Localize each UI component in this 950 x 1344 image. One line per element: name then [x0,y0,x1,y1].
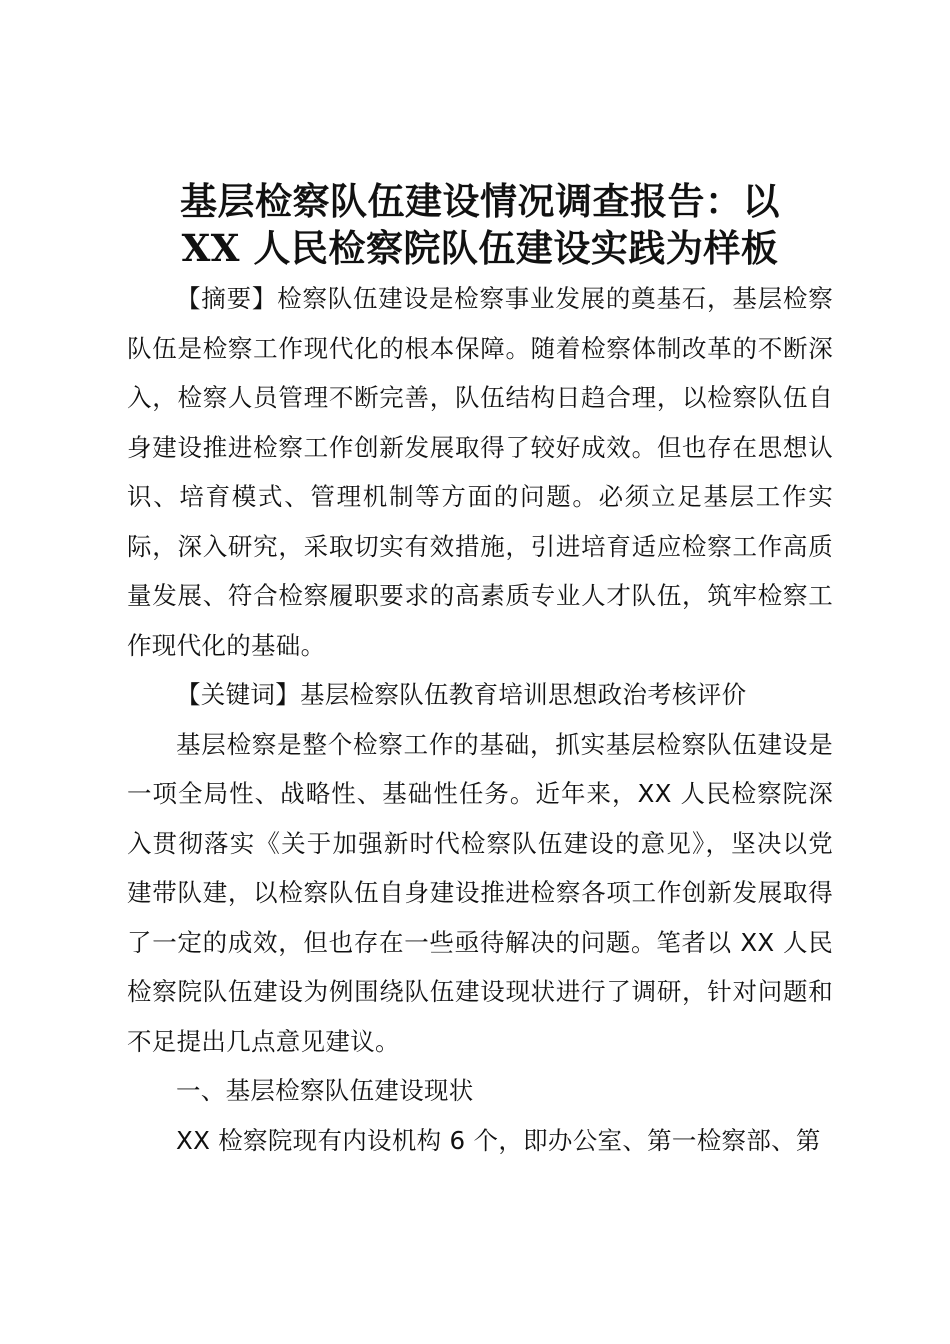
abstract-paragraph: 【摘要】检察队伍建设是检察事业发展的奠基石，基层检察队伍是检察工作现代化的根本保障。随着检察体制改革的不断深入，检察人员管理不断完善，队伍结构日趋合理，以检察队伍自身建设推进检察工作创新发展取得了较好成效。但也存在思想认识、培育模式、管理机制等方面的问题。必须立足基层工作实际，深入研究，采取切实有效措施，引进培育适应检察工作高质量发展、符合检察履职要求的高素质专业人才队伍，筑牢检察工作现代化的基础。 [127,284,833,660]
section-paragraph: XX 检察院现有内设机构 6 个，即办公室、第一检察部、第 [176,1125,821,1155]
title-line-2: XX 人民检察院队伍建设实践为样板 [181,226,779,270]
intro-paragraph: 基层检察是整个检察工作的基础，抓实基层检察队伍建设是一项全局性、战略性、基础性任务。近年来，XX 人民检察院深入贯彻落实《关于加强新时代检察队伍建设的意见》，坚决以党建带队建，以检察队伍自身建设推进检察各项工作创新发展取得了一定的成效，但也存在一些亟待解决的问题。笔者以 XX 人民检察院队伍建设为例围绕队伍建设现状进行了调研，针对问题和不足提出几点意见建议。 [127,729,833,1056]
document-title [127,178,833,272]
title-line-1: 基层检察队伍建设情况调查报告：以 [180,179,780,223]
section-heading: 一、基层检察队伍建设现状 [176,1076,474,1105]
document-page [127,178,833,1165]
keywords-paragraph: 【关键词】基层检察队伍教育培训思想政治考核评价 [176,680,747,709]
